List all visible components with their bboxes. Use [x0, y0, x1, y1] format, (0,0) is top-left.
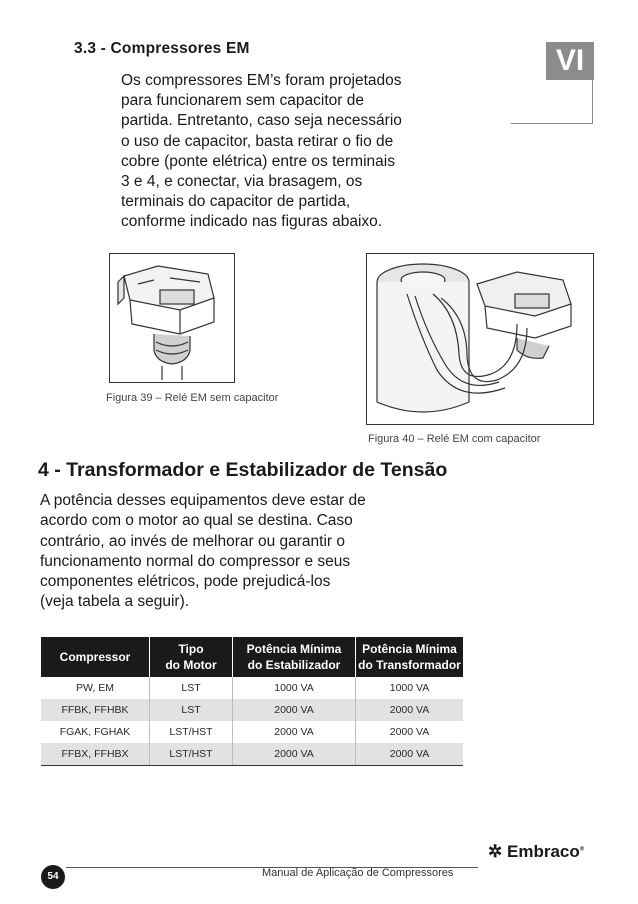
- cell-stabilizer-power: 2000 VA: [233, 721, 356, 743]
- intro-line: cobre (ponte elétrica) entre os terminais: [121, 152, 395, 170]
- section-4-paragraph: [40, 491, 460, 613]
- figure-39-image: [109, 253, 235, 383]
- header-compressor: Compressor: [41, 637, 150, 677]
- cell-motor-type: LST: [150, 677, 233, 699]
- intro-line: partida. Entretanto, caso seja necessário: [121, 112, 402, 130]
- cell-compressor: FGAK, FGHAK: [59, 726, 131, 738]
- cell-transformer-power: 1000 VA: [356, 677, 464, 699]
- table-row: [41, 721, 463, 743]
- section-4-line: (veja tabela a seguir).: [40, 593, 190, 611]
- figure-40-image: [366, 253, 594, 425]
- section-4-line: A potência desses equipamentos deve estar de: [40, 492, 366, 509]
- cell-stabilizer-power: 2000 VA: [233, 743, 356, 766]
- header-stabilizer-power: Potência Mínima do Estabilizador: [233, 637, 356, 677]
- figure-39-caption: Figura 39 – Relé EM sem capacitor: [106, 392, 279, 404]
- chapter-badge: VI: [546, 42, 594, 80]
- registered-mark: ®: [579, 846, 585, 853]
- figure-40-caption: Figura 40 – Relé EM com capacitor: [368, 433, 541, 445]
- chapter-divider-vertical: [592, 80, 593, 124]
- cell-transformer-power: 2000 VA: [356, 721, 464, 743]
- header-transformer-power: Potência Mínima do Transformador: [356, 637, 464, 677]
- cell-stabilizer-power: 1000 VA: [233, 677, 356, 699]
- page-number: 54: [41, 865, 65, 889]
- intro-line: para funcionarem sem capacitor de: [121, 92, 364, 110]
- section-4-line: funcionamento normal do compressor e seus: [40, 552, 351, 570]
- intro-line: o uso de capacitor, basta retirar o fio de: [121, 132, 394, 150]
- table-row: [41, 677, 463, 699]
- table-row: [41, 743, 463, 766]
- chapter-divider-horizontal: [511, 123, 593, 124]
- section-title: 3.3 - Compressores EM: [74, 40, 250, 57]
- cell-transformer-power: 2000 VA: [356, 699, 464, 721]
- power-spec-table: [41, 637, 463, 766]
- intro-line: conforme indicado nas figuras abaixo.: [121, 213, 383, 231]
- intro-paragraph: [121, 71, 491, 233]
- cell-compressor: FFBK, FFHBK: [41, 699, 150, 721]
- intro-line: Os compressores EM’s foram projetados: [121, 72, 402, 89]
- cell-motor-type: LST/HST: [150, 743, 233, 766]
- cell-transformer-power: 2000 VA: [356, 743, 464, 766]
- embraco-logo: [488, 842, 584, 862]
- section-4-title: 4 - Transformador e Estabilizador de Tensão: [38, 459, 448, 481]
- logo-text: Embraco: [506, 842, 580, 861]
- cell-compressor: FFBX, FFHBX: [41, 743, 150, 766]
- section-4-line: acordo com o motor ao qual se destina. Caso: [40, 512, 353, 530]
- intro-line: 3 e 4, e conectar, via brasagem, os: [121, 173, 363, 191]
- snowflake-icon: ✲: [488, 842, 503, 861]
- cell-motor-type: LST/HST: [150, 721, 233, 743]
- section-4-line: componentes elétricos, pode prejudicá-los: [40, 573, 331, 591]
- cell-stabilizer-power: 2000 VA: [233, 699, 356, 721]
- cell-motor-type: LST: [150, 699, 233, 721]
- section-4-line: contrário, ao invés de melhorar ou garantir o: [40, 532, 345, 550]
- intro-line: terminais do capacitor de partida,: [121, 193, 351, 211]
- header-motor-type: Tipo do Motor: [150, 637, 233, 677]
- cell-compressor: PW, EM: [76, 682, 114, 694]
- table-header-row: [41, 637, 463, 677]
- footer-text: Manual de Aplicação de Compressores: [262, 867, 454, 879]
- table-row: [41, 699, 463, 721]
